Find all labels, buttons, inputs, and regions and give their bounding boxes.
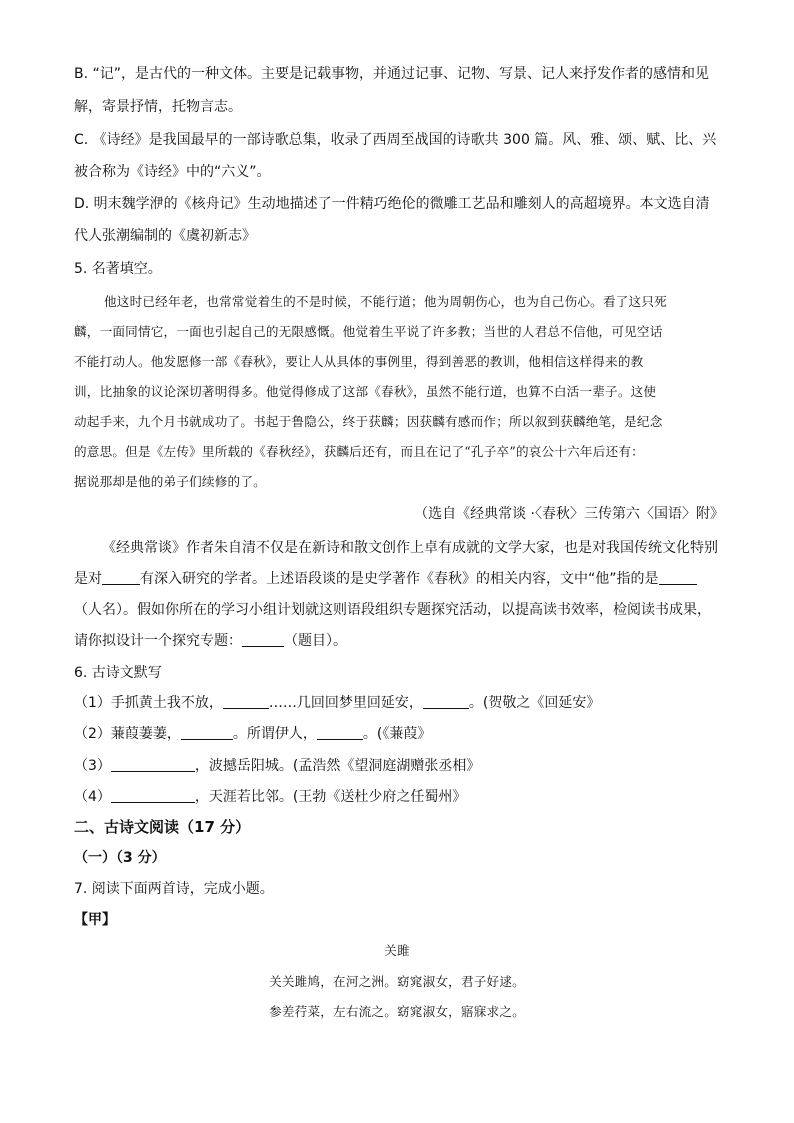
dictation-2-blank1[interactable] — [181, 725, 233, 740]
dictation-3-blank[interactable] — [111, 757, 195, 772]
passage-line-1: 他这时已经年老，也常常觉着生的不是时候，不能行道；他为周朝伤心，也为自己伤心。看了这只死 — [104, 294, 667, 309]
answer-blank-topic[interactable] — [242, 632, 284, 647]
answer-blank-person[interactable] — [659, 570, 697, 585]
poem-title: 关雎 — [384, 943, 410, 958]
question-5-line2 — [74, 569, 697, 589]
question-7-title: 7. 阅读下面两首诗，完成小题。 — [74, 881, 274, 897]
passage-line-7: 据说那却是他的弟子们续修的了。 — [74, 474, 266, 489]
dictation-3-part2: ，波撼岳阳城。(孟浩然《望洞庭湖赠张丞相》 — [194, 758, 481, 774]
question-5-line4 — [74, 631, 347, 651]
question-5-title: 5. 名著填空。 — [74, 261, 162, 277]
passage-line-2: 麟，一面同情它，一面也引起自己的无限感慨。他觉着生平说了许多教；当世的人君总不信他，可见空话 — [74, 324, 663, 339]
question-5-line1: 《经典常谈》作者朱自清不仅是在新诗和散文创作上卓有成就的文学大家，也是对我国传统文化特别 — [102, 540, 718, 556]
poem-line-2: 参差荇菜，左右流之。窈窕淑女，寤寐求之。 — [269, 1004, 525, 1019]
poem-line-1: 关关雎鸠，在河之洲。窈窕淑女，君子好逑。 — [269, 974, 525, 989]
option-d-line2: 代人张潮编制的《虞初新志》 — [74, 228, 256, 244]
question-6-title: 6. 古诗文默写 — [74, 665, 162, 681]
dictation-4-part2: ，天涯若比邻。(王勃《送杜少府之任蜀州》 — [194, 789, 467, 805]
passage-line-3: 不能打动人。他发愿修一部《春秋》，要让人从具体的事例里，得到善恶的教训，他相信这样得来的教 — [74, 354, 644, 369]
option-c-line2: 被合称为《诗经》中的“六义”。 — [74, 164, 271, 180]
dictation-2-blank2[interactable] — [317, 725, 363, 740]
dictation-item-2 — [74, 724, 431, 744]
passage-line-6: 的意思。但是《左传》里所载的《春秋经》，获麟后还有，而且在记了“孔子卒”的哀公十六年后还有： — [74, 444, 644, 459]
dictation-2-part2: 。所谓伊人， — [232, 726, 317, 742]
dictation-1-part3: 。(贺敬之《回延安》 — [468, 695, 601, 711]
question-5-line2-part2: 有深入研究的学者。上述语段谈的是史学著作《春秋》的相关内容，文中“他”指的是 — [140, 571, 659, 587]
dictation-item-4 — [74, 787, 466, 807]
question-5-line2-part1: 是对 — [74, 571, 102, 587]
option-b-line2: 解，寄景抒情，托物言志。 — [74, 99, 242, 115]
poem-label-jia: 【甲】 — [74, 912, 116, 928]
dictation-2-part3: 。(《蒹葭》 — [362, 726, 432, 742]
answer-blank-culture[interactable] — [102, 570, 140, 585]
subsection-heading: （一）（3 分） — [74, 850, 166, 866]
passage-line-4: 训，比抽象的议论深切著明得多。他觉得修成了这部《春秋》，虽然不能行道，也算不白活一辈子。这使 — [74, 384, 657, 399]
dictation-item-3 — [74, 756, 480, 776]
passage-line-5: 动起手来，九个月书就成功了。书起于鲁隐公，终于获麟；因获麟有感而作；所以叙到获麟绝笔，是纪念 — [74, 414, 663, 429]
option-d-line1: D. 明末魏学洢的《核舟记》生动地描述了一件精巧绝伦的微雕工艺品和雕刻人的高超境界。本文选自清 — [74, 196, 710, 212]
option-c-line1: C. 《诗经》是我国最早的一部诗歌总集，收录了西周至战国的诗歌共 300 篇。风、雅、颂、赋、比、兴 — [74, 132, 717, 148]
option-b-line1: B. “记”，是古代的一种文体。主要是记载事物，并通过记事、记物、写景、记人来抒发作者的感情和见 — [74, 66, 710, 82]
dictation-1-blank2[interactable] — [423, 694, 469, 709]
dictation-1-part2: ……几回回梦里回延安， — [268, 695, 423, 711]
passage-source: （选自《经典常谈 ·〈春秋〉三传第六〈国语〉附》 — [414, 506, 724, 522]
dictation-1-part1: （1）手抓黄土我不放， — [74, 695, 223, 711]
dictation-4-part1: （4） — [74, 789, 111, 805]
dictation-3-part1: （3） — [74, 758, 111, 774]
question-5-line4-part1: 请你拟设计一个探究专题： — [74, 633, 242, 649]
dictation-2-part1: （2）蒹葭萋萋， — [74, 726, 181, 742]
dictation-4-blank[interactable] — [111, 788, 195, 803]
dictation-item-1 — [74, 693, 600, 713]
section-heading: 二、古诗文阅读（17 分） — [74, 818, 251, 836]
question-5-line3: （人名）。假如你所在的学习小组计划就这则语段组织专题探究活动，以提高读书效率，检阅读书成果， — [74, 602, 711, 618]
dictation-1-blank1[interactable] — [223, 694, 269, 709]
question-5-line4-part2: （题目）。 — [284, 633, 347, 649]
